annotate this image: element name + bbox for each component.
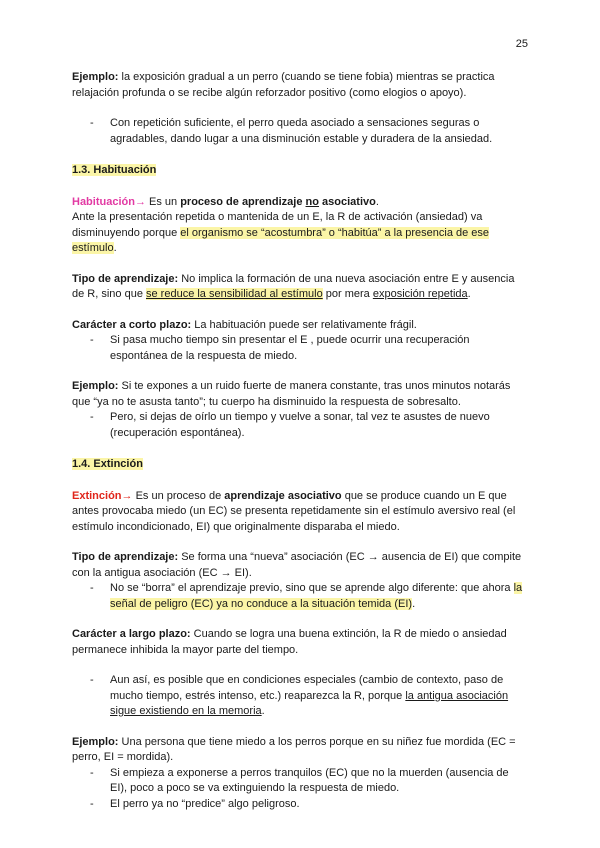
bullet-list [72,673,528,720]
bullet-list [72,333,528,364]
caracter-label: Carácter a largo plazo: [72,628,191,640]
list-item: - Pero, si dejas de oírlo un tiempo y vuelve a sonar, tal vez te asustes de nuevo (recuperación espontánea). [110,410,528,441]
list-item: - El perro ya no “predice” algo peligroso. [110,797,528,813]
highlight: se reduce la sensibilidad al estímulo [146,288,323,300]
tipo-label: Tipo de aprendizaje: [72,272,179,285]
term-extincion: Extinción [72,489,122,502]
caracter-paragraph: Carácter a corto plazo: La habituación puede ser relativamente frágil. [72,318,417,331]
definition-paragraph: Habituación→ Es un proceso de aprendizaje no asociativo. [72,195,379,208]
example-label: Ejemplo: [72,71,119,83]
tipo-paragraph: Tipo de aprendizaje: Se forma una “nueva” asociación (EC → ausencia de EI) que compite con la antigua asociación (EC → EI). [72,551,522,579]
section-heading-extincion: 1.4. Extinción [72,458,143,470]
definition-paragraph: Extinción→ Es un proceso de aprendizaje asociativo que se produce cuando un E que antes provocaba miedo (un EC) se presenta repetidamente sin el estímulo aversivo real (el estímulo incondicionado, EI) que originalmente disparaba el miedo. [72,489,516,533]
highlight: el organismo se “acostumbra” o “habitúa” a la presencia de ese estímulo [72,226,490,254]
bullet-list [72,766,528,813]
example-label: Ejemplo: [72,380,119,392]
page-number: 25 [515,38,528,50]
arrow-icon: → [121,489,133,502]
caracter-paragraph: Carácter a largo plazo: Cuando se logra una buena extinción, la R de miedo o ansiedad permanece inhibida la mayor parte del tiempo. [72,628,507,656]
list-item: - No se “borra” el aprendizaje previo, sino que se aprende algo diferente: que ahora la señal de peligro (EC) ya no conduce a la situación temida (EI). [110,581,528,612]
list-item: - Si pasa mucho tiempo sin presentar el E , puede ocurrir una recuperación espontánea de la respuesta de miedo. [110,333,528,364]
bullet-list [72,116,528,147]
list-item: - Si empieza a exponerse a perros tranquilos (EC) que no la muerden (ausencia de EI), poco a poco se va extinguiendo la respuesta de miedo. [110,766,528,797]
caracter-label: Carácter a corto plazo: [72,318,192,331]
tipo-paragraph: Tipo de aprendizaje: No implica la formación de una nueva asociación entre E y ausencia de R, sino que se reduce la sensibilidad al estímulo por mera exposición repetida. [72,272,515,300]
example-paragraph: Ejemplo: Si te expones a un ruido fuerte de manera constante, tras unos minutos notarás que “ya no te asusta tanto”; tu cuerpo ha disminuido la respuesta de sobresalto. [72,380,511,408]
term-habituacion: Habituación [72,195,135,208]
list-item: - Aun así, es posible que en condiciones especiales (cambio de contexto, paso de mucho tiempo, estrés intenso, etc.) reaparezca la R, porque la antigua asociación sigue existiendo en la memoria. [110,673,528,720]
highlight: la señal de peligro (EC) ya no conduce a la situación temida (EI) [110,582,523,610]
description-paragraph: Ante la presentación repetida o mantenida de un E, la R de activación (ansiedad) va disminuyendo porque el organismo se “acostumbra” o “habitúa” a la presencia de ese estímulo. [72,211,490,254]
bullet-list [72,410,528,441]
example-paragraph: Ejemplo: Una persona que tiene miedo a los perros porque en su niñez fue mordida (EC = perro, EI = mordida). [72,735,516,763]
example-label: Ejemplo: [72,735,119,748]
section-heading-habituacion: 1.3. Habituación [72,164,157,176]
example-paragraph [72,70,528,101]
document-body [72,70,528,812]
example-text: la exposición gradual a un perro (cuando se tiene fobia) mientras se practica relajación profunda o se recibe algún reforzador positivo (como elogios o apoyo). [72,71,495,99]
tipo-label: Tipo de aprendizaje: [72,551,179,563]
arrow-icon: → [134,195,146,208]
bullet-list [72,581,528,612]
list-item: - Con repetición suficiente, el perro queda asociado a sensaciones seguras o agradables, dando lugar a una disminución estable y duradera de la ansiedad. [110,116,528,147]
